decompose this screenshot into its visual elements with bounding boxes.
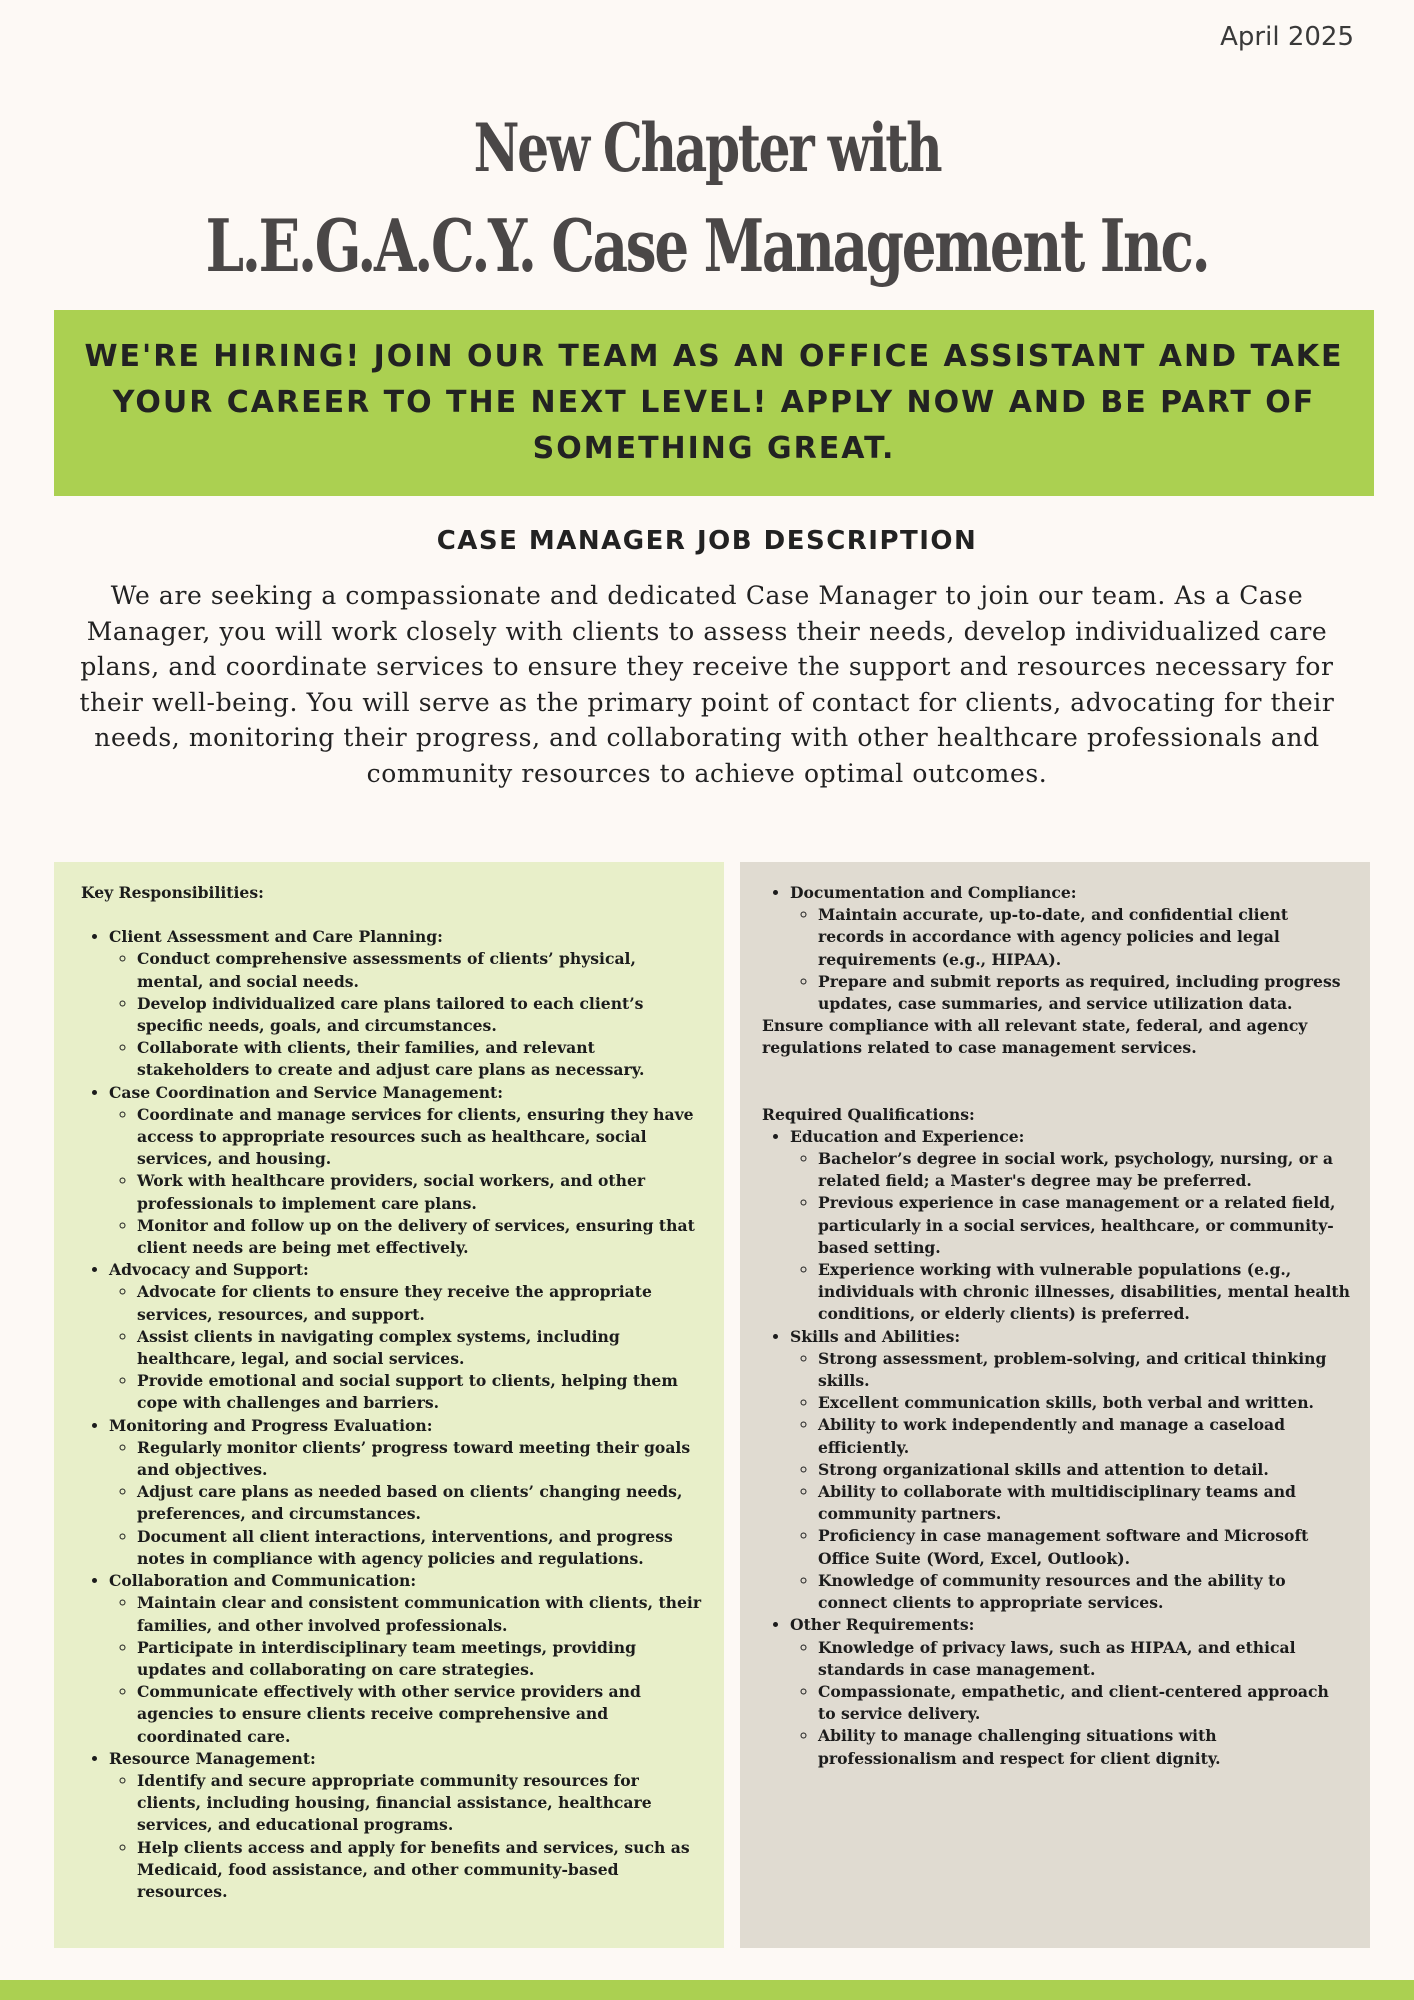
list-item: ◦ Conduct comprehensive assessments of clients’ physical, mental, and social needs. (137, 948, 704, 992)
list-item: ◦ Bachelor’s degree in social work, psychology, nursing, or a related field; a Master's degree may be preferred. (818, 1148, 1350, 1192)
issue-date: April 2025 (1220, 22, 1354, 52)
section-title: Collaboration and Communication: (109, 1571, 417, 1591)
job-description-heading: CASE MANAGER JOB DESCRIPTION (436, 526, 978, 556)
job-description-body: We are seeking a compassionate and dedicated Case Manager to join our team. As a Case Manager, you will work closely with clients to assess their needs, develop individualized care plans, and coordinate services to ensure they receive the support and resources necessary for their well-being. You will serve as the primary point of contact for clients, advocating for their needs, monitoring their progress, and collaborating with other healthcare professionals and community resources to achieve optimal outcomes. (79, 581, 1335, 788)
section-title: Other Requirements: (790, 1615, 975, 1635)
list-item: ◦ Collaborate with clients, their families, and relevant stakeholders to create and adjust care plans as necessary. (137, 1037, 704, 1081)
list-item: ◦ Coordinate and manage services for clients, ensuring they have access to appropriate resources such as healthcare, social services, and housing. (137, 1104, 704, 1171)
list-item: ◦ Regularly monitor clients’ progress toward meeting their goals and objectives. (137, 1437, 704, 1481)
list-item (109, 1259, 704, 1414)
list-item (790, 1614, 1350, 1769)
list-item: ◦ Strong assessment, problem-solving, and critical thinking skills. (818, 1348, 1350, 1392)
list-item: ◦ Knowledge of community resources and the ability to connect clients to appropriate services. (818, 1570, 1350, 1614)
section-title: Monitoring and Progress Evaluation: (109, 1415, 433, 1435)
section-title: Skills and Abilities: (790, 1326, 961, 1346)
qualifications-panel (740, 862, 1370, 1948)
list-item: ◦ Advocate for clients to ensure they receive the appropriate services, resources, and support. (137, 1281, 704, 1325)
list-item (790, 1126, 1350, 1326)
qualifications-heading: Required Qualifications: (762, 1104, 975, 1124)
documentation-list (762, 882, 1350, 1015)
list-item: ◦ Proficiency in case management software and Microsoft Office Suite (Word, Excel, Outlook). (818, 1525, 1350, 1569)
section-title: Advocacy and Support: (109, 1260, 309, 1280)
list-item: ◦ Develop individualized care plans tailored to each client’s specific needs, goals, and circumstances. (137, 993, 704, 1037)
title-line-2: L.E.G.A.C.Y. Case Management Inc. (205, 203, 1209, 288)
list-item: ◦ Ability to manage challenging situations with professionalism and respect for client dignity. (818, 1725, 1350, 1769)
list-item: ◦ Document all client interactions, interventions, and progress notes in compliance with agency policies and regulations. (137, 1526, 704, 1570)
compliance-note: Ensure compliance with all relevant state, federal, and agency regulations related to case management services. (762, 1016, 1308, 1058)
list-item: ◦ Maintain accurate, up-to-date, and confidential client records in accordance with agency policies and legal requirements (e.g., HIPAA). (818, 904, 1350, 971)
section-title: Education and Experience: (790, 1126, 1025, 1146)
list-item: ◦ Previous experience in case management or a related field, particularly in a social services, healthcare, or community-based setting. (818, 1192, 1350, 1259)
list-item: ◦ Help clients access and apply for benefits and services, such as Medicaid, food assistance, and other community-based resources. (137, 1837, 704, 1904)
list-item: ◦ Participate in interdisciplinary team meetings, providing updates and collaborating on care strategies. (137, 1637, 704, 1681)
hiring-banner-text: WE'RE HIRING! JOIN OUR TEAM AS AN OFFICE ASSISTANT AND TAKE YOUR CAREER TO THE NEXT LEVEL! APPLY NOW AND BE PART OF SOMETHING GREAT. (84, 339, 1344, 466)
title-line-1: New Chapter with (473, 109, 941, 187)
list-item: ◦ Strong organizational skills and attention to detail. (818, 1459, 1350, 1481)
list-item: ◦ Compassionate, empathetic, and client-centered approach to service delivery. (818, 1681, 1350, 1725)
hiring-banner (54, 310, 1374, 496)
list-item: ◦ Identify and secure appropriate community resources for clients, including housing, financial assistance, healthcare services, and educational programs. (137, 1770, 704, 1837)
list-item: ◦ Ability to work independently and manage a caseload efficiently. (818, 1414, 1350, 1458)
list-item: ◦ Excellent communication skills, both verbal and written. (818, 1392, 1350, 1414)
list-item: ◦ Provide emotional and social support to clients, helping them cope with challenges and barriers. (137, 1370, 704, 1414)
section-title: Resource Management: (109, 1748, 316, 1768)
list-item: ◦ Work with healthcare providers, social workers, and other professionals to implement care plans. (137, 1170, 704, 1214)
list-item: ◦ Knowledge of privacy laws, such as HIPAA, and ethical standards in case management. (818, 1637, 1350, 1681)
responsibilities-heading: Key Responsibilities: (81, 883, 264, 902)
list-item: ◦ Monitor and follow up on the delivery of services, ensuring that client needs are being met effectively. (137, 1215, 704, 1259)
list-item: ◦ Adjust care plans as needed based on clients’ changing needs, preferences, and circumstances. (137, 1481, 704, 1525)
responsibilities-panel (54, 862, 724, 1948)
section-title: Documentation and Compliance: (790, 883, 1077, 902)
section-title: Client Assessment and Care Planning: (109, 927, 443, 947)
list-item (109, 1570, 704, 1748)
qualifications-list (762, 1126, 1350, 1770)
list-item: ◦ Prepare and submit reports as required, including progress updates, case summaries, and service utilization data. (818, 971, 1350, 1015)
responsibilities-list (81, 926, 704, 1903)
footer-bar (0, 1980, 1414, 2000)
list-item: ◦ Assist clients in navigating complex systems, including healthcare, legal, and social services. (137, 1326, 704, 1370)
section-title: Case Coordination and Service Management: (109, 1082, 503, 1102)
list-item: ◦ Maintain clear and consistent communication with clients, their families, and other involved professionals. (137, 1592, 704, 1636)
list-item (109, 1748, 704, 1903)
list-item (109, 1082, 704, 1260)
list-item (790, 882, 1350, 1015)
list-item (109, 926, 704, 1081)
list-item (790, 1326, 1350, 1615)
list-item: ◦ Ability to collaborate with multidisciplinary teams and community partners. (818, 1481, 1350, 1525)
list-item (109, 1415, 704, 1570)
page-title (170, 100, 1245, 296)
list-item: ◦ Experience working with vulnerable populations (e.g., individuals with chronic illnesses, disabilities, mental health conditions, or elderly clients) is preferred. (818, 1259, 1350, 1326)
list-item: ◦ Communicate effectively with other service providers and agencies to ensure clients receive comprehensive and coordinated care. (137, 1681, 704, 1748)
